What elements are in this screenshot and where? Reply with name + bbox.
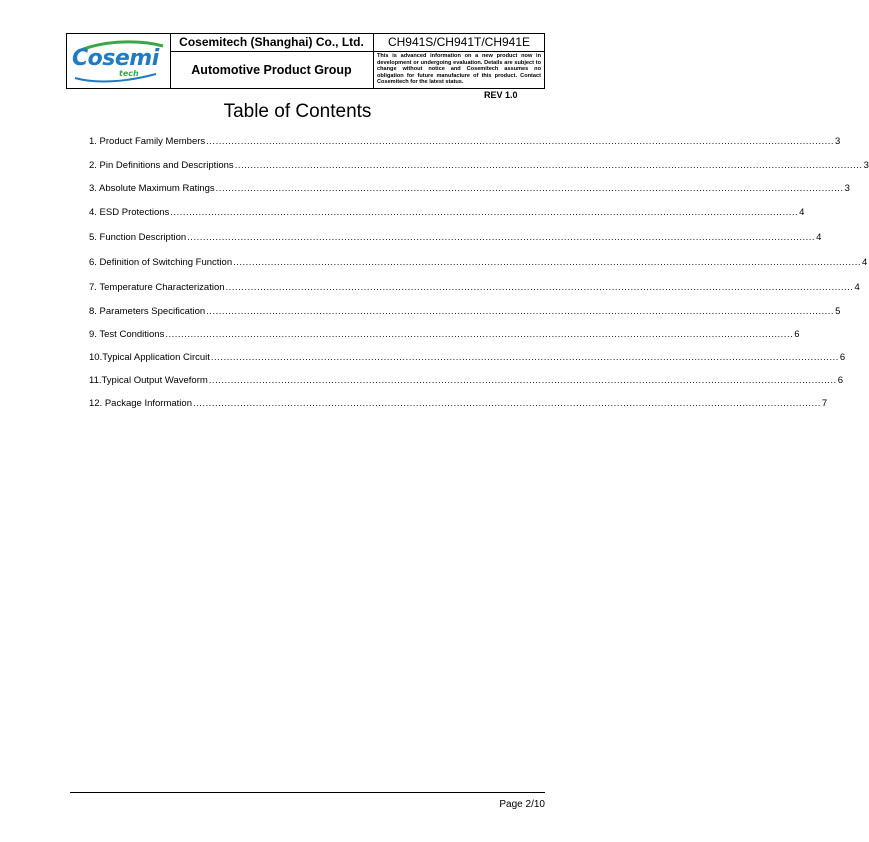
toc-entry-page: 3 <box>863 160 869 171</box>
toc-leader-dots: ........................................................................................................................................................................................................ <box>187 232 816 243</box>
toc-entry[interactable] <box>89 254 868 268</box>
toc-entry-page: 4 <box>862 257 868 268</box>
toc-entry-label: 11.Typical Output Waveform <box>89 375 208 386</box>
toc-entry-page: 4 <box>799 207 805 218</box>
page-title: Table of Contents <box>223 101 372 122</box>
toc-entry-page: 5 <box>835 306 841 317</box>
toc-entry-page: 3 <box>844 183 850 194</box>
toc-leader-dots: ........................................................................................................................................................................................................ <box>206 136 835 147</box>
toc-entry[interactable] <box>89 180 850 194</box>
advance-notice: This is advanced information on a new product now in development or undergoing evaluation. Details are subject to change without notice and Cosemitech assumes no obligation for future manufacture of this product. Contact Cosemitech for the latest status. <box>377 53 541 85</box>
toc-entry-label: 8. Parameters Specification <box>89 306 206 317</box>
page-number: Page 2/10 <box>499 799 545 810</box>
toc-entry-label: 2. Pin Definitions and Descriptions <box>89 160 234 171</box>
toc-entry[interactable] <box>89 349 846 363</box>
toc-entry[interactable] <box>89 395 828 409</box>
toc-entry-label: 5. Function Description <box>89 232 187 243</box>
toc-entry[interactable] <box>89 204 805 218</box>
revision-label: REV 1.0 <box>484 90 518 100</box>
toc-entry[interactable] <box>89 326 800 340</box>
toc-entry-page: 6 <box>837 375 843 386</box>
toc-entry-label: 12. Package Information <box>89 398 192 409</box>
toc-leader-dots: ........................................................................................................................................................................................................ <box>165 329 794 340</box>
toc-leader-dots: ........................................................................................................................................................................................................ <box>206 306 835 317</box>
toc-entry[interactable] <box>89 279 860 293</box>
footer-divider <box>70 792 545 793</box>
toc-entry-label: 7. Temperature Characterization <box>89 282 225 293</box>
toc-leader-dots: ........................................................................................................................................................................................................ <box>233 257 861 268</box>
toc-entry[interactable] <box>89 372 843 386</box>
toc-entry-label: 4. ESD Protections <box>89 207 170 218</box>
toc-entry-page: 7 <box>821 398 828 409</box>
toc-entry[interactable] <box>89 303 841 317</box>
logo-subtext: tech <box>119 69 139 78</box>
toc-entry[interactable] <box>89 229 822 243</box>
toc-leader-dots: ........................................................................................................................................................................................................ <box>215 183 844 194</box>
toc-entry-page: 6 <box>794 329 800 340</box>
company-logo <box>67 34 171 88</box>
toc-entry-label: 1. Product Family Members <box>89 136 206 147</box>
toc-leader-dots: ........................................................................................................................................................................................................ <box>234 160 863 171</box>
document-header <box>66 33 545 89</box>
toc-entry[interactable] <box>89 133 841 147</box>
toc-leader-dots: ........................................................................................................................................................................................................ <box>210 352 839 363</box>
toc-entry-label: 6. Definition of Switching Function <box>89 257 233 268</box>
toc-entry-page: 3 <box>835 136 841 147</box>
part-numbers: CH941S/CH941T/CH941E <box>374 34 544 52</box>
company-name: Cosemitech (Shanghai) Co., Ltd. <box>170 34 374 52</box>
toc-entry-page: 4 <box>816 232 822 243</box>
toc-leader-dots: ........................................................................................................................................................................................................ <box>170 207 799 218</box>
toc-entry-page: 4 <box>854 282 860 293</box>
toc-leader-dots: ........................................................................................................................................................................................................ <box>208 375 837 386</box>
toc-entry-label: 3. Absolute Maximum Ratings <box>89 183 215 194</box>
product-group: Automotive Product Group <box>170 52 374 88</box>
toc-entry-label: 10.Typical Application Circuit <box>89 352 210 363</box>
toc-entry-page: 6 <box>839 352 846 363</box>
toc-leader-dots: ........................................................................................................................................................................................................ <box>192 398 821 409</box>
toc-entry[interactable] <box>89 157 869 171</box>
toc-entry-label: 9. Test Conditions <box>89 329 165 340</box>
toc-leader-dots: ........................................................................................................................................................................................................ <box>225 282 854 293</box>
logo-wordmark: Cosemi <box>72 46 159 71</box>
